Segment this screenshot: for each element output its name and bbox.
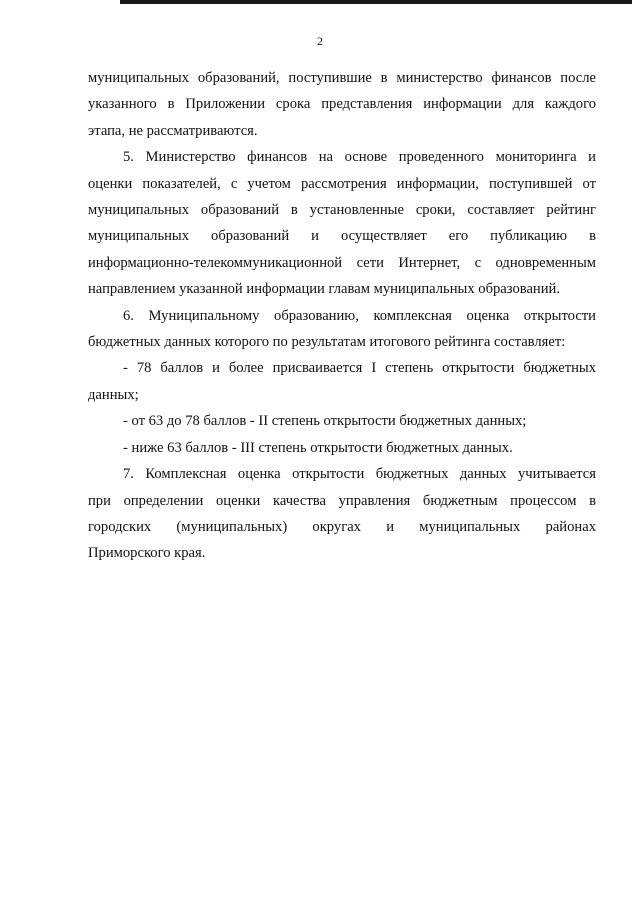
text-line: 5. Министерство финансов на основе проведенного мониторинга и [123,149,596,166]
text-line: при определении оценки качества управления бюджетным процессом в [88,492,596,509]
list-item-degree-2 [88,408,596,434]
text-line: городских (муниципальных) округах и муниципальных районах [88,518,596,535]
text-line: Приморского края. [88,545,206,562]
paragraph-5 [88,144,596,302]
text-line: этапа, не рассматриваются. [88,122,258,139]
text-line: оценки показателей, с учетом рассмотрения информации, поступившей от [88,175,596,192]
list-item-degree-3 [88,435,596,461]
paragraph-continuation [88,65,596,144]
list-item-degree-1 [88,355,596,408]
top-border-line [120,0,632,4]
text-line: муниципальных образований в установленные сроки, составляет рейтинг [88,202,596,219]
text-line: - ниже 63 баллов - III степень открытости бюджетных данных. [123,439,513,456]
paragraph-6 [88,303,596,356]
document-body [88,65,596,567]
text-line: информационно-телекоммуникационной сети Интернет, с одновременным [88,254,596,271]
text-line: 6. Муниципальному образованию, комплексная оценка открытости [123,307,596,324]
page-number: 2 [317,34,323,48]
text-line: направлением указанной информации главам муниципальных образований. [88,281,560,298]
text-line: - от 63 до 78 баллов - II степень открытости бюджетных данных; [123,413,527,430]
text-line: указанного в Приложении срока представления информации для каждого [88,96,596,113]
text-line: данных; [88,386,139,403]
paragraph-7 [88,461,596,567]
text-line: - 78 баллов и более присваивается I степень открытости бюджетных [123,360,596,377]
text-line: муниципальных образований и осуществляет его публикацию в [88,228,596,245]
text-line: бюджетных данных которого по результатам итогового рейтинга составляет: [88,334,566,351]
text-line: 7. Комплексная оценка открытости бюджетных данных учитывается [123,466,596,483]
text-line: муниципальных образований, поступившие в министерство финансов после [88,70,596,86]
